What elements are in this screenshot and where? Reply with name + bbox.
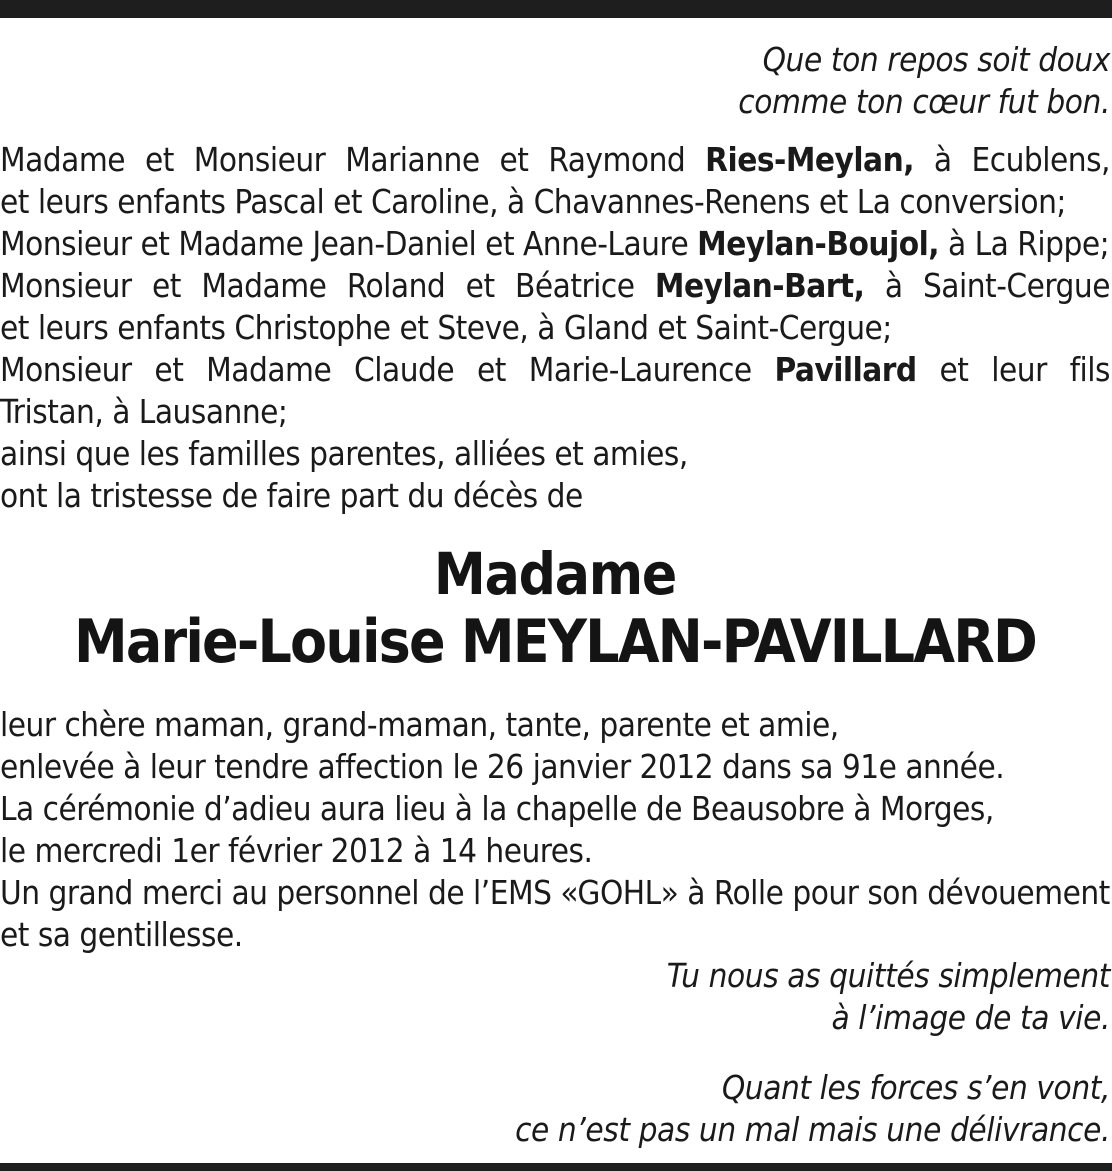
details-line-2: enlevée à leur tendre affection le 26 janvier 2012 dans sa 91e année. (0, 747, 1005, 786)
family-line-4: Monsieur et Madame Roland et Béatrice Meylan-Bart, à Saint-Cergue (0, 266, 1110, 305)
family-line-3: Monsieur et Madame Jean-Daniel et Anne-Laure Meylan-Boujol, à La Rippe; (0, 224, 1110, 263)
epigraph-line-1: Que ton repos soit doux (762, 40, 1110, 79)
family-name-bold: Pavillard (774, 350, 917, 389)
deceased-title: Madame (433, 540, 677, 608)
funeral-details (0, 704, 1110, 956)
details-line-4: le mercredi 1er février 2012 à 14 heures. (0, 831, 593, 870)
closing-verse-1-line-2: à l’image de ta vie. (831, 998, 1110, 1037)
epigraph (0, 39, 1110, 123)
closing-verse-1 (0, 955, 1110, 1039)
closing-verse-2-line-1: Quant les forces s’en vont, (721, 1068, 1110, 1107)
family-line-2: et leurs enfants Pascal et Caroline, à Chavannes-Renens et La conversion; (0, 182, 1066, 221)
top-border-rule (0, 0, 1112, 18)
family-line-7: Tristan, à Lausanne; (0, 392, 288, 431)
family-name-bold: Ries-Meylan, (705, 140, 914, 179)
closing-verse-2-line-2: ce n’est pas un mal mais une délivrance. (515, 1110, 1110, 1149)
family-announcement (0, 139, 1110, 517)
details-line-5: Un grand merci au personnel de l’EMS «GOHL» à Rolle pour son dévouement (0, 873, 1110, 912)
family-name-bold: Meylan-Bart, (654, 266, 865, 305)
family-line-5: et leurs enfants Christophe et Steve, à Gland et Saint-Cergue; (0, 308, 892, 347)
epigraph-line-2: comme ton cœur fut bon. (738, 82, 1110, 121)
family-line-9: ont la tristesse de faire part du décès de (0, 476, 583, 515)
closing-verse-1-line-1: Tu nous as quittés simplement (666, 956, 1110, 995)
deceased-name: Marie-Louise MEYLAN-PAVILLARD (73, 607, 1037, 677)
deceased-heading (0, 540, 1110, 676)
family-line-1: Madame et Monsieur Marianne et Raymond Ries-Meylan, à Ecublens, (0, 140, 1110, 179)
details-line-3: La cérémonie d’adieu aura lieu à la chapelle de Beausobre à Morges, (0, 789, 994, 828)
details-line-6: et sa gentillesse. (0, 915, 243, 954)
details-line-1: leur chère maman, grand-maman, tante, parente et amie, (0, 705, 839, 744)
family-line-6: Monsieur et Madame Claude et Marie-Laurence Pavillard et leur fils (0, 350, 1110, 389)
closing-verse-2 (0, 1067, 1110, 1151)
family-name-bold: Meylan-Boujol, (697, 224, 940, 263)
family-line-8: ainsi que les familles parentes, alliées et amies, (0, 434, 688, 473)
bottom-border-rule (0, 1163, 1112, 1171)
